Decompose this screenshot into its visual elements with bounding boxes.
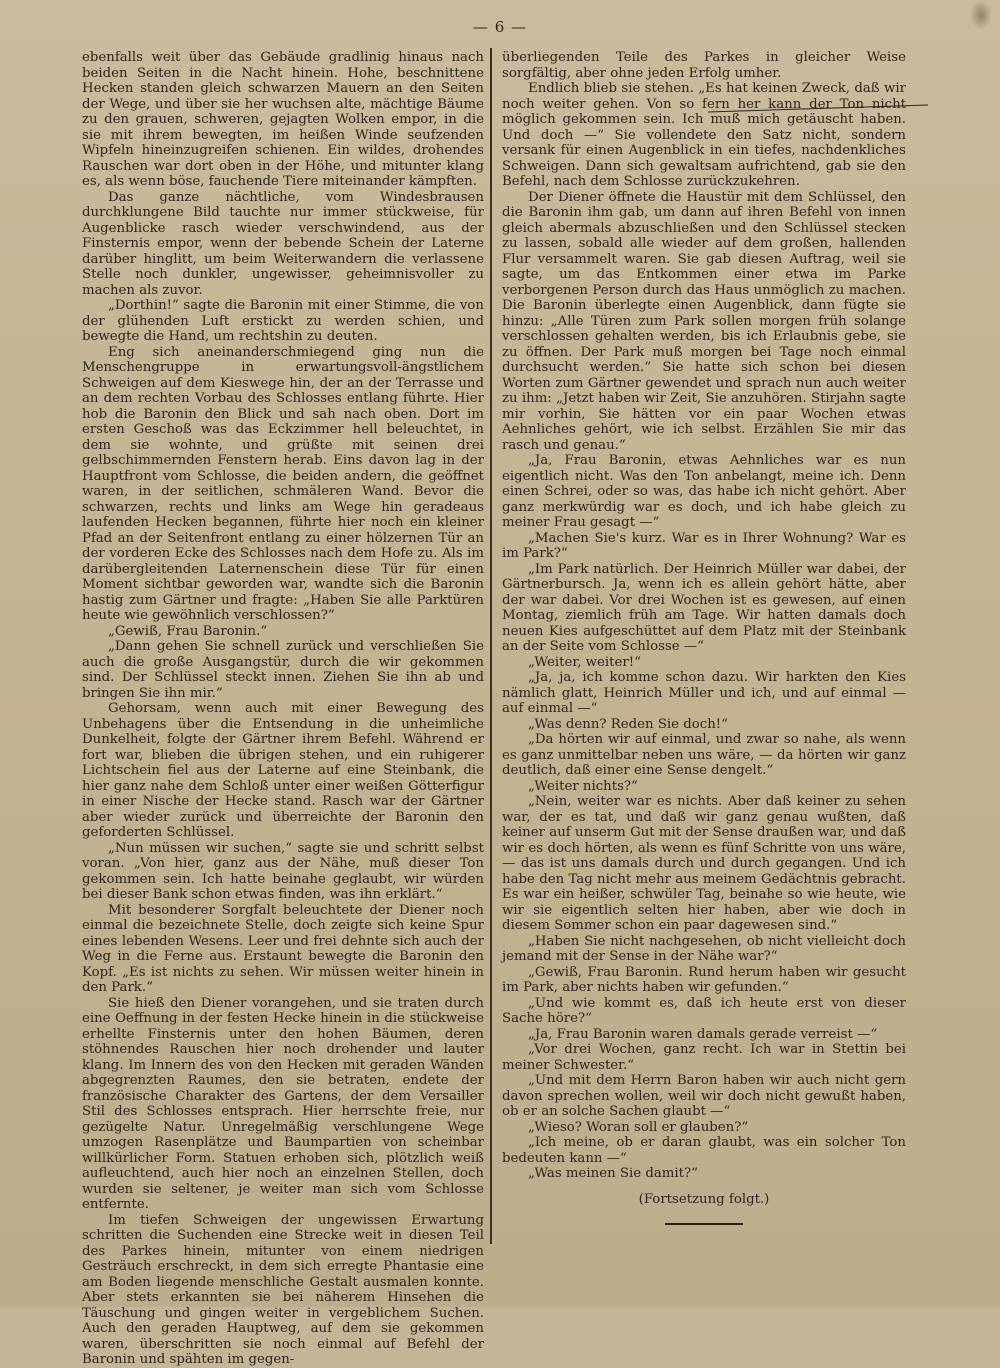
paragraph: „Ja, Frau Baronin waren damals gerade verreist —“ [528, 1026, 878, 1042]
paragraph: „Was meinen Sie damit?“ [528, 1166, 698, 1181]
paragraph: „Ja, Frau Baronin, etwas Aehnliches war es nun eigentlich nicht. Was den Ton anbelangt, meine ich. Denn einen Schrei, oder so was, das habe ich nicht gehört. Aber ganz merkwürdig war es doch, und ich habe gleich zu meiner Frau gesagt —“ [502, 453, 906, 530]
paragraph: Das ganze nächtliche, vom Windesbrausen durchklungene Bild tauchte nur immer stückweise, für Augenblicke rasch wieder verschwindend, aus der Finsternis empor, wenn der bebende Schein der Laterne darüber hinglitt, um beim Weiterwandern die verlassene Stelle noch dunkler, ungewisser, geheimnisvoller zu machen als zuvor. [82, 189, 484, 298]
right-column [502, 50, 906, 1225]
continued-note: (Fortsetzung folgt.) [638, 1191, 770, 1207]
paragraph: „Ich meine, ob er daran glaubt, was ein solcher Ton bedeuten kann —“ [502, 1135, 906, 1166]
paragraph: „Haben Sie nicht nachgesehen, ob nicht vielleicht doch jemand mit der Sense in der Nähe war?“ [502, 933, 906, 964]
paragraph: „Was denn? Reden Sie doch!“ [528, 716, 728, 732]
paragraph: „Nein, weiter war es nichts. Aber daß keiner zu sehen war, der es tat, und daß wir ganz genau wußten, daß keiner auf unserm Gut mit der Sense draußen war, und daß wir es doch hörten, als wenn es fünf Schritte von uns wäre, — das ist uns damals durch und durch gegangen. Und ich habe den Tag nicht mehr aus meinem Gedächtnis gebracht. Es war ein heißer, schwüler Tag, beinahe so wie heute, wie wir sie eigentlich selten hier haben, aber wie doch in diesem Sommer schon ein paar dagewesen sind.“ [502, 794, 906, 933]
paragraph: Eng sich aneinanderschmiegend ging nun die Menschengruppe in erwartungsvoll-ängstlichem Schweigen auf dem Kieswege hin, der an der Terrasse und an dem rechten Vorbau des Schlosses entlang führte. Hier hob die Baronin den Blick und sah nach oben. Dort im ersten Geschoß was das Eckzimmer hell beleuchtet, in dem sie wohnte, und grüßte mit seinen drei gelbschimmernden Fenstern herab. Eins davon lag in der Hauptfront vom Schlosse, die beiden andern, die geöffnet waren, in der seitlichen, schmäleren Wand. Bevor die schwarzen, rechts und links am Wege hin geradeaus laufenden Hecken begannen, führte hier noch ein kleiner Pfad an der Seitenfront entlang zu einer hölzernen Tür an der vorderen Ecke des Schlosses nach dem Hofe zu. Als im darübergleitenden Laternenschein diese Tür für einen Moment sichtbar geworden war, wandte sich die Baronin hastig zum Gärtner und fragte: „Haben Sie alle Parktüren heute wie gewöhnlich verschlossen?“ [82, 344, 484, 623]
paragraph: „Und wie kommt es, daß ich heute erst von dieser Sache höre?“ [502, 995, 906, 1026]
paragraph: „Nun müssen wir suchen,“ sagte sie und schritt selbst voran. „Von hier, ganz aus der Nähe, muß dieser Ton gekommen sein. Ich hatte beinahe geglaubt, wir würden bei dieser Bank schon etwas finden, was ihn erklärt.“ [82, 840, 484, 902]
left-column [82, 50, 484, 1368]
paragraph: Endlich blieb sie stehen. „Es hat keinen Zweck, daß wir noch weiter gehen. Von so fern her kann der Ton nicht möglich gekommen sein. Ich muß mich getäuscht haben. Und doch —“ Sie vollendete den Satz nicht, sondern versank für einen Augenblick in ein tiefes, nachdenkliches Schweigen. Dann sich gewaltsam aufrichtend, gab sie den Befehl, nach dem Schlosse zurückzukehren. [502, 81, 906, 189]
paragraph: „Machen Sie's kurz. War es in Ihrer Wohnung? War es im Park?“ [502, 530, 906, 561]
paragraph: Sie hieß den Diener vorangehen, und sie traten durch eine Oeffnung in der festen Hecke hinein in die stückweise erhellte Finsternis unter den hohen Bäumen, deren stöhnendes Rauschen hier noch drohender und lauter klang. Im Innern des von den Hecken mit geraden Wänden abgegrenzten Raumes, den sie betraten, endete der französische Charakter des Gartens, der dem Versailler Stil des Schlosses entsprach. Hier herrschte freie, nur gezügelte Natur. Unregelmäßig verschlungene Wege umzogen Rasenplätze und Baumpartien von scheinbar willkürlicher Form. Statuen erhoben sich, plötzlich weiß aufleuchtend, auch hier noch an einzelnen Stellen, doch wurden sie seltener, je weiter man sich vom Schlosse entfernte. [82, 995, 484, 1212]
end-rule [665, 1223, 743, 1225]
paragraph: „Vor drei Wochen, ganz recht. Ich war in Stettin bei meiner Schwester.“ [502, 1042, 906, 1073]
paragraph: ebenfalls weit über das Gebäude gradlinig hinaus nach beiden Seiten in die Nacht hinein. Hohe, beschnittene Hecken standen gleich schwarzen Mauern an den Seiten der Wege, und über sie her wuchsen alte, mächtige Bäume zu den grauen, schweren, gejagten Wolken empor, in die sie mit ihrem bewegten, im heißen Winde seufzenden Wipfeln hineinzugreifen schienen. Ein wildes, drohendes Rauschen war dort oben in der Höhe, und mitunter klang es, als wenn böse, fauchende Tiere miteinander kämpften. [82, 50, 484, 189]
paragraph: „Im Park natürlich. Der Heinrich Müller war dabei, der Gärtnerbursch. Ja, wenn ich es allein gehört hätte, aber der war dabei. Vor drei Wochen ist es gewesen, auf einen Montag, ziemlich früh am Tage. Wir hatten damals doch neuen Kies aufgeschüttet auf dem Platz mit der Steinbank an der Seite vom Schlosse —“ [502, 561, 906, 654]
page-number: — 6 — [472, 18, 528, 36]
paragraph: „Und mit dem Herrn Baron haben wir auch nicht gern davon sprechen wollen, weil wir doch nicht gewußt haben, ob er an solche Sachen glaubt —“ [502, 1073, 906, 1119]
paragraph: „Dorthin!“ sagte die Baronin mit einer Stimme, die von der glühenden Luft erstickt zu werden schien, und bewegte die Hand, um rechtshin zu deuten. [82, 298, 484, 344]
column-divider [490, 48, 492, 1244]
paragraph: „Weiter, weiter!“ [528, 654, 641, 670]
paragraph: „Ja, ja, ich komme schon dazu. Wir harkten den Kies nämlich glatt, Heinrich Müller und ich, und auf einmal — auf einmal —“ [502, 670, 906, 716]
paragraph: Der Diener öffnete die Haustür mit dem Schlüssel, den die Baronin ihm gab, um dann auf ihren Befehl von innen gleich abermals abzuschließen und den Schlüssel stecken zu lassen, sobald alle wieder auf dem großen, hallenden Flur versammelt waren. Sie gab diesen Auftrag, weil sie sagte, um das Entkommen einer etwa im Parke verborgenen Person durch das Haus unmöglich zu machen. Die Baronin überlegte einen Augenblick, dann fügte sie hinzu: „Alle Türen zum Park sollen morgen früh solange verschlossen gehalten werden, bis ich Erlaubnis gebe, sie zu öffnen. Der Park muß morgen bei Tage noch einmal durchsucht werden.“ Sie hatte sich schon bei diesen Worten zum Gärtner gewendet und sprach nun auch weiter zu ihm: „Jetzt haben wir Zeit, Sie anzuhören. Stirjahn sagte mir vorhin, Sie hätten vor ein paar Wochen etwas Aehnliches gehört, wie ich selbst. Erzählen Sie mir das rasch und genau.“ [502, 189, 906, 453]
paragraph: „Gewiß, Frau Baronin. Rund herum haben wir gesucht im Park, aber nichts haben wir gefunden.“ [502, 964, 906, 995]
paragraph: Gehorsam, wenn auch mit einer Bewegung des Unbehagens über die Entsendung in die unheimliche Dunkelheit, folgte der Gärtner ihrem Befehl. Während er fort war, blieben die übrigen stehen, und ein ruhigerer Lichtschein fiel aus der Laterne auf eine Steinbank, die hier ganz nahe dem Schloß unter einer weißen Götterfigur in einer Nische der Hecke stand. Rasch war der Gärtner aber wieder zurück und überreichte der Baronin den geforderten Schlüssel. [82, 701, 484, 840]
paragraph: „Dann gehen Sie schnell zurück und verschließen Sie auch die große Ausgangstür, durch die wir gekommen sind. Der Schlüssel steckt innen. Ziehen Sie ihn ab und bringen Sie ihn mir.“ [82, 639, 484, 701]
paragraph: „Weiter nichts?“ [528, 778, 638, 794]
paragraph: überliegenden Teile des Parkes in gleicher Weise sorgfältig, aber ohne jeden Erfolg umher. [502, 50, 906, 81]
paragraph: „Gewiß, Frau Baronin.“ [108, 623, 268, 639]
paragraph: „Wieso? Woran soll er glauben?“ [528, 1119, 749, 1135]
paragraph: Mit besonderer Sorgfalt beleuchtete der Diener noch einmal die bezeichnete Stelle, doch zeigte sich keine Spur eines lebenden Wesens. Leer und frei dehnte sich auch der Weg in die Ferne aus. Erstaunt bewegte die Baronin den Kopf. „Es ist nichts zu sehen. Wir müssen weiter hinein in den Park.“ [82, 902, 484, 995]
paragraph: „Da hörten wir auf einmal, und zwar so nahe, als wenn es ganz unmittelbar neben uns wäre, — da hörten wir ganz deutlich, daß einer eine Sense dengelt.“ [502, 732, 906, 778]
paragraph: Im tiefen Schweigen der ungewissen Erwartung schritten die Suchenden eine Strecke weit in diesen Teil des Parkes hinein, mitunter von einem niedrigen Gesträuch erschreckt, in dem sich erregte Phantasie eine am Boden liegende menschliche Gestalt ausmalen konnte. Aber stets erkannten sie bei näherem Hinsehen die Täuschung und gingen weiter in vergeblichem Suchen. Auch den geraden Hauptweg, auf dem sie gekommen waren, überschritten sie noch einmal auf Befehl der Baronin und spähten im gegen- [82, 1212, 484, 1367]
